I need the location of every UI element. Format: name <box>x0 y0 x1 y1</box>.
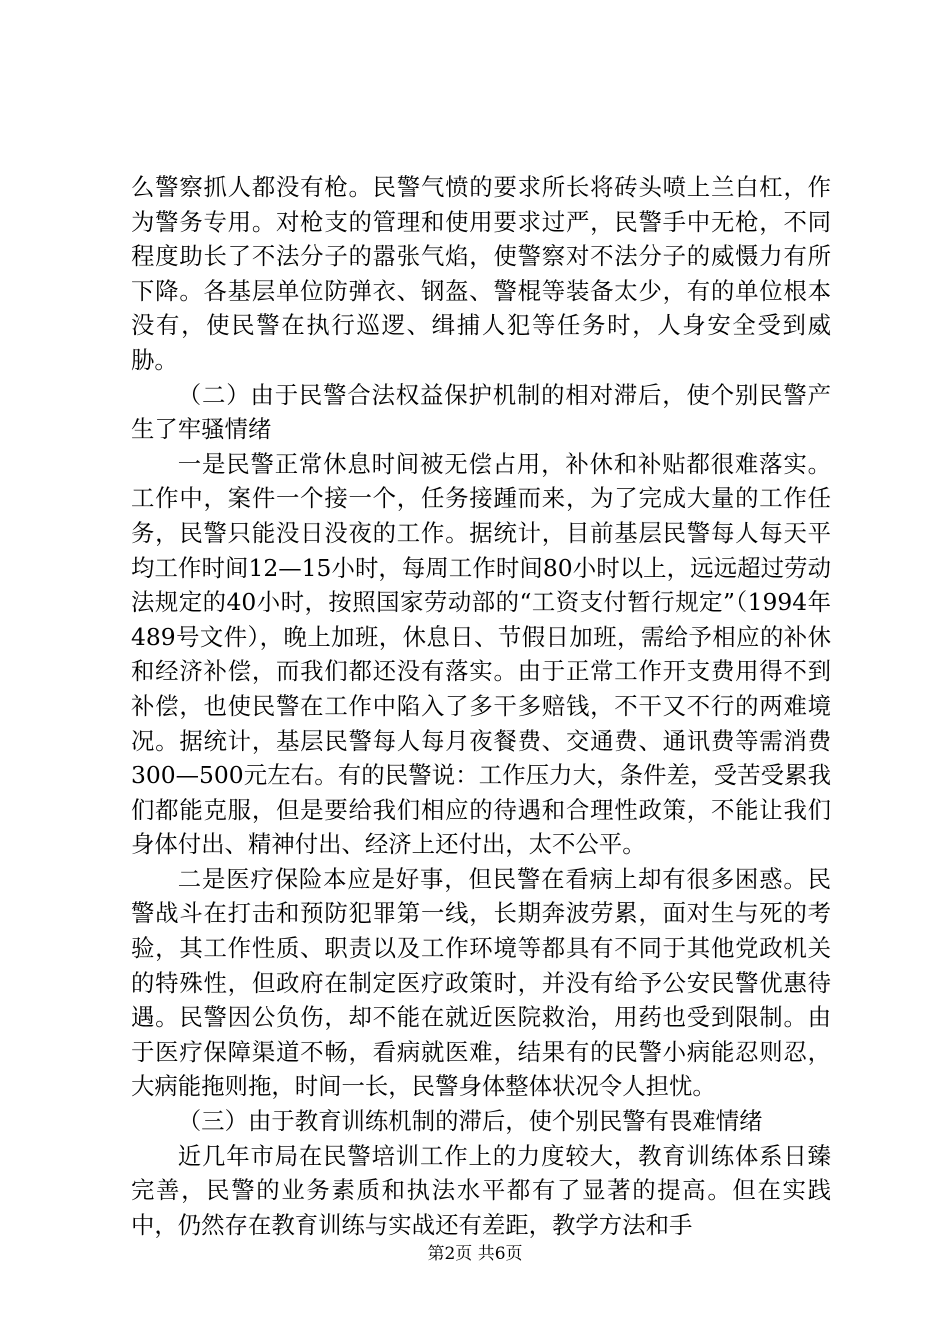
paragraph-training: 近几年市局在民警培训工作上的力度较大，教育训练体系日臻完善，民警的业务素质和执法水平都有了显著的提高。但在实践中，仍然存在教育训练与实战还有差距，教学方法和手 <box>131 1141 831 1239</box>
page-number-footer: 第2页 共6页 <box>427 1244 523 1264</box>
document-body <box>131 170 831 1242</box>
section-heading-3: （三）由于教育训练机制的滞后，使个别民警有畏难情绪 <box>177 1107 763 1136</box>
section-heading-2: （二）由于民警合法权益保护机制的相对滞后，使个别民警产生了牢骚情绪 <box>131 380 831 444</box>
paragraph-continuation: 么警察抓人都没有枪。民警气愤的要求所长将砖头喷上兰白杠，作为警务专用。对枪支的管理和使用要求过严，民警手中无枪，不同程度助长了不法分子的嚣张气焰，使警察对不法分子的威慑力有所下降。各基层单位防弹衣、钢盔、警棍等装备太少，有的单位根本没有，使民警在执行巡逻、缉捕人犯等任务时，人身安全受到威胁。 <box>131 173 831 374</box>
paragraph-rest-time: 一是民警正常休息时间被无偿占用，补休和补贴都很难落实。工作中，案件一个接一个，任务接踵而来，为了完成大量的工作任务，民警只能没日没夜的工作。据统计，目前基层民警每人每天平均工作时间12—15小时，每周工作时间80小时以上，远远超过劳动法规定的40小时，按照国家劳动部的“工资支付暂行规定”（1994年489号文件），晚上加班，休息日、节假日加班，需给予相应的补休和经济补偿，而我们都还没有落实。由于正常工作开支费用得不到补偿，也使民警在工作中陷入了多干多赔钱，不干又不行的两难境况。据统计，基层民警每人每月夜餐费、交通费、通讯费等需消费300—500元左右。有的民警说：工作压力大，条件差，受苦受累我们都能克服，但是要给我们相应的待遇和合理性政策，不能让我们身体付出、精神付出、经济上还付出，太不公平。 <box>131 449 831 859</box>
paragraph-medical-insurance: 二是医疗保险本应是好事，但民警在看病上却有很多困惑。民警战斗在打击和预防犯罪第一线，长期奔波劳累，面对生与死的考验，其工作性质、职责以及工作环境等都具有不同于其他党政机关的特殊性，但政府在制定医疗政策时，并没有给予公安民警优惠待遇。民警因公负伤，却不能在就近医院救治，用药也受到限制。由于医疗保障渠道不畅，看病就医难，结果有的民警小病能忍则忍，大病能拖则拖，时间一长，民警身体整体状况令人担忧。 <box>131 864 831 1101</box>
